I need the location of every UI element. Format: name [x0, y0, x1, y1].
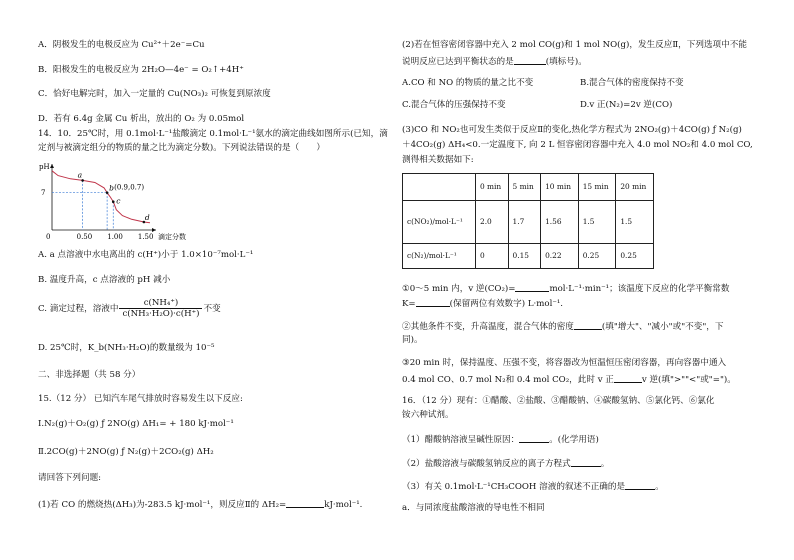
q15-c3-line2: [402, 373, 736, 386]
q16-sub2-text: （2）盐酸溶液与碳酸氢钠反应的离子方程式: [402, 459, 571, 469]
table-header-cell: [403, 174, 476, 201]
table-cell: 1.5: [616, 201, 654, 244]
table-header-cell: 0 min: [476, 174, 509, 201]
y-axis-label: pH: [39, 163, 50, 171]
table-cell: 0: [476, 244, 509, 269]
q15-c2-line2: 同)。: [402, 335, 423, 345]
q15-sub1-text: (1)若 CO 的燃烧热(ΔH₃)为-283.5 kJ·mol⁻¹，则反应Ⅱ的 ΔH₂=: [38, 500, 287, 510]
table-cell: 0.25: [578, 244, 616, 269]
q15-reaction-1: Ⅰ.N₂(g)＋O₂(g) ƒ 2NO(g) ΔH₁= + 180 kJ·mol⁻¹: [38, 419, 234, 429]
q14-option-d: D. 25℃时，K_b(NH₃·H₂O)的数量级为 10⁻⁵: [38, 343, 215, 353]
table-cell: 1.5: [578, 201, 616, 244]
table-cell: 0.25: [616, 244, 654, 269]
q15-reaction-2: Ⅱ.2CO(g)＋2NO(g) ƒ N₂(g)＋2CO₂(g) ΔH₂: [38, 447, 214, 457]
q15-sub2-suffix: (填标号)。: [545, 57, 587, 67]
q15-sub2-option-c: C.混合气体的压强保持不变: [402, 100, 506, 110]
y-axis-arrow: [50, 164, 54, 168]
x-axis-label: 滴定分数: [158, 233, 186, 241]
q16-sub2: [402, 457, 609, 470]
y-tick-label: 7: [41, 189, 46, 198]
point-label-c: c: [116, 196, 121, 206]
x-axis-arrow: [152, 228, 156, 232]
right-column: [402, 0, 762, 560]
q15-sub3-line2: ＋4CO₂(g) ΔH₄<0.一定温度下, 向 2 L 恒容密闭容器中充入 4.0 mol NO₂和 4.0 mol CO,: [402, 140, 753, 150]
q16-sub3: [402, 480, 664, 493]
q15-sub2-text: 说明反应已达到平衡状态的是: [402, 57, 514, 67]
fraction-numerator: c(NH₄⁺): [119, 298, 202, 309]
q16-sub1-suffix: 。(化学用语): [549, 435, 599, 445]
point-label-a: a: [77, 170, 83, 180]
table-cell: 1.56: [541, 201, 579, 244]
q13-option-b: B．阳极发生的电极反应为 2H₂O—4e⁻ = O₂↑+4H⁺: [38, 65, 244, 75]
q14-stem-line1: 14．10．25℃时，用 0.1mol·L⁻¹盐酸滴定 0.1mol·L⁻¹氨水的滴定曲线如图所示(已知，滴: [38, 129, 388, 139]
answer-blank[interactable]: [571, 457, 601, 467]
answer-blank[interactable]: [416, 297, 450, 307]
q15-c3-line1: ③20 min 时，保持温度、压强不变，将容器改为恒温恒压密闭容器，再向容器中通入: [402, 358, 727, 368]
q16-sub2-suffix: 。: [600, 459, 610, 469]
point-label-d: d: [144, 213, 150, 222]
q15-c1-k-note: (保留两位有效数字) L·mol⁻¹.: [449, 299, 564, 309]
table-header-cell: 10 min: [541, 174, 579, 201]
q14-option-a: A. a 点溶液中水电离出的 c(H⁺)小于 1.0×10⁻⁷mol·L⁻¹: [38, 250, 254, 260]
x-tick-label: 1.00: [107, 233, 123, 241]
q16-stem-line2: 铵六种试剂。: [402, 410, 454, 420]
x-tick-label: 0.50: [76, 233, 93, 241]
table-header-cell: 20 min: [616, 174, 654, 201]
answer-blank[interactable]: [515, 282, 549, 292]
q14-option-c-suffix: 不变: [203, 304, 221, 314]
answer-blank[interactable]: [519, 433, 549, 443]
table-row: [403, 201, 654, 244]
data-point-a: [81, 179, 84, 182]
q13-option-c: C．恰好电解完时，加入一定量的 Cu(NO₃)₂ 可恢复到原浓度: [38, 89, 271, 99]
table-header-row: [403, 174, 654, 201]
q15-c1-line2: [402, 297, 563, 310]
q15-c3-text: 0.4 mol CO、0.7 mol N₂和 0.4 mol CO₂，此时 v 正: [402, 375, 614, 385]
table-cell: 1.7: [508, 201, 541, 244]
q15-sub2-option-d: D.v 正(N₂)=2v 逆(CO): [580, 100, 673, 110]
q16-sub3-text: （3）有关 0.1mol·L⁻¹CH₃COOH 溶液的叙述不正确的是: [402, 482, 626, 492]
q16-stem-line1: 16．（12 分）现有：①醋酸、②盐酸、③醋酸钠、④碳酸氢钠、⑤氯化钙、⑥氯化: [402, 396, 715, 406]
table-row: [403, 244, 654, 269]
table-header-cell: 15 min: [578, 174, 616, 201]
answer-blank[interactable]: [614, 373, 642, 383]
q14-option-b: B. 温度升高，c 点溶液的 pH 减小: [38, 275, 171, 285]
q15-sub2-line1: (2)若在恒容密闭容器中充入 2 mol CO(g)和 1 mol NO(g)，发生反应Ⅱ，下列选项中不能: [402, 40, 747, 50]
q15-sub1: [38, 498, 362, 511]
q15-c1-text-2: mol·L⁻¹·min⁻¹；该温度下反应的化学平衡常数: [549, 284, 730, 294]
q15-prompt: 请回答下列问题:: [38, 473, 102, 483]
q15-sub2-line2: [402, 55, 587, 68]
answer-blank[interactable]: [514, 55, 546, 65]
left-column: [38, 0, 393, 560]
q15-sub1-unit: kJ·mol⁻¹.: [324, 500, 363, 510]
data-point-c: [112, 200, 115, 203]
fraction-denominator: c(NH₃·H₂O)·c(H⁺): [122, 309, 200, 319]
answer-blank[interactable]: [625, 480, 655, 490]
q15-c2-hint: (填"增大"、"减小"或"不变"，下: [601, 322, 724, 332]
q14-option-c-fraction: [119, 298, 202, 319]
q14-stem-line2: 定剂与被滴定组分的物质的量之比为滴定分数)。下列说法错误的是（ ）: [38, 143, 325, 153]
q15-c1-k-label: K=: [402, 299, 416, 309]
q15-c2-text: ②其他条件不变，升高温度，混合气体的密度: [402, 322, 574, 332]
titration-curve: [52, 171, 150, 223]
q15-c1-line1: [402, 282, 729, 295]
q16-sub1-text: （1）醋酸钠溶液呈碱性原因：: [402, 435, 520, 445]
section-heading: 二、非选择题（共 58 分）: [38, 370, 141, 380]
point-label-b: b: [109, 183, 114, 193]
q15-c3-hint: v 逆(填">""<"或"=")。: [641, 375, 736, 385]
q15-c1-text: ①0～5 min 内，v 逆(CO₂)=: [402, 284, 516, 294]
q16-sub3-suffix: 。: [655, 482, 664, 492]
answer-blank[interactable]: [286, 498, 324, 508]
data-table: [402, 173, 654, 269]
q15-stem: 15.（12 分） 已知汽车尾气排放时容易发生以下反应:: [38, 394, 243, 404]
table-row-label: c(NO₂)/mol·L⁻¹: [403, 201, 476, 244]
q13-option-d: D．若有 6.4g 金属 Cu 析出，放出的 O₂ 为 0.05mol: [38, 114, 245, 124]
q13-option-a: A．阴极发生的电极反应为 Cu²⁺＋2e⁻=Cu: [38, 40, 205, 50]
table-cell: 0.15: [508, 244, 541, 269]
table-row-label: c(N₂)/mol·L⁻¹: [403, 244, 476, 269]
x-tick-label: 1.50: [137, 233, 154, 241]
q14-option-c: [38, 296, 221, 322]
q14-option-c-prefix: C. 滴定过程，溶液中: [38, 304, 119, 314]
point-annotation: (0.9,0.7): [114, 183, 145, 192]
q15-sub3-line1: (3)CO 和 NO₂也可发生类似于反应Ⅱ的变化,热化学方程式为 2NO₂(g)＋4CO(g) ƒ N₂(g): [402, 125, 742, 135]
q15-sub2-option-b: B.混合气体的密度保持不变: [580, 78, 684, 88]
q15-c2-line1: [402, 320, 724, 333]
x-tick-label: 0: [46, 233, 51, 241]
titration-chart: [38, 160, 238, 245]
data-point-b: [106, 191, 109, 194]
q16-sub3-option-a: a．与同浓度盐酸溶液的导电性不相同: [402, 503, 545, 513]
q16-sub1: [402, 433, 599, 446]
table-header-cell: 5 min: [508, 174, 541, 201]
q15-sub2-option-a: A.CO 和 NO 的物质的量之比不变: [402, 78, 534, 88]
answer-blank[interactable]: [574, 320, 602, 330]
table-cell: 0.22: [541, 244, 579, 269]
table-cell: 2.0: [476, 201, 509, 244]
q15-sub3-line3: 测得相关数据如下:: [402, 155, 474, 165]
